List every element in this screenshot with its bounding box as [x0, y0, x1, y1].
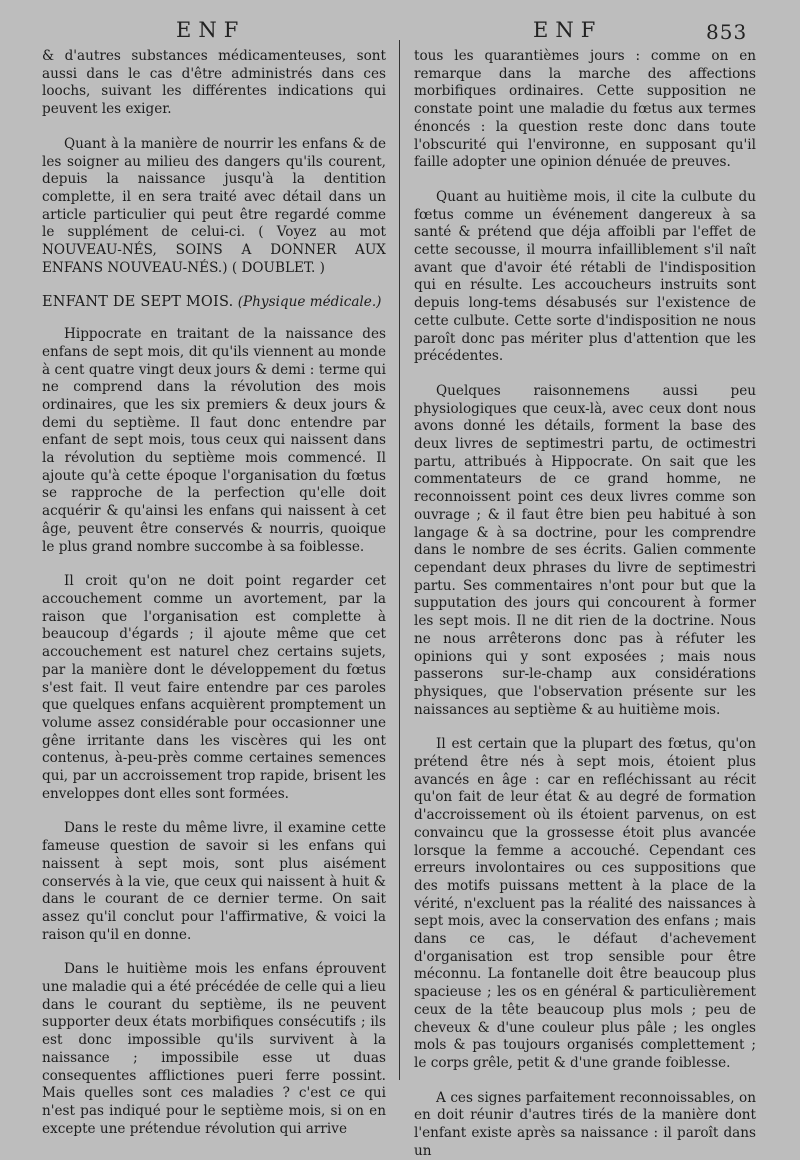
paragraph-accouchement: Il croit qu'on ne doit point regarder cet accouchement comme un avortement, par la raison que l'organisation est complette à beaucoup d'égards ; il ajoute même que cet accouchement est naturel chez certains sujets, par la manière dont le développement du fœtus s'est fait. Il veut faire entendre par ces paroles que quelques enfans acquièrent promptement un volume assez considérable pour occasionner une gêne irritante dans les viscères qui les ont contenus, à-peu-près comme certaines semences qui, par un accroissement trop rapide, brisent les enveloppes dont elles sont formées.: [42, 573, 386, 802]
paragraph-nourrir: Quant à la manière de nourrir les enfans & de les soigner au milieu des dangers qu'ils courent, depuis la naissance jusqu'à la dentition complette, il en sera traité avec détail dans un article particulier qui peut être regardé comme le supplément de celui-ci. ( Voyez au mot NOUVEAU-NÉS, SOINS A DONNER AUX ENFANS NOUVEAU-NÉS.) ( DOUBLET. ): [42, 135, 386, 276]
paragraph-hippocrate: Hippocrate en traitant de la naissance des enfans de sept mois, dit qu'ils viennent au monde à cent quatre vingt deux jours & demi : terme qui ne comprend dans la révolution des mois ordinaires, que les six premiers & deux jours & demi du septième. Il faut donc entendre par enfant de sept mois, tous ceux qui naissent dans la révolution du septième mois commencé. Il ajoute qu'à cette époque l'organisation du fœtus se rapproche de la perfection qu'elle doit acquérir & qu'ainsi les enfans qui naissent à cet âge, peuvent être conservés & nourris, quoique le plus grand nombre succombe à sa foiblesse.: [42, 326, 386, 555]
paragraph-question: Dans le reste du même livre, il examine cette fameuse question de savoir si les enfans qui naissent à sept mois, sont plus aisément conservés à la vie, que ceux qui naissent à huit & dans le courant de ce dernier terme. On sait assez qu'il conclut pour l'affirmative, & voici la raison qu'il en donne.: [42, 820, 386, 943]
paragraph-quarantiemes: tous les quarantièmes jours : comme on en remarque dans la marche des affections morbifiques ordinaires. Cette supposition ne constate point une maladie du fœtus aux termes énoncés : la question reste donc dans toute l'obscurité qui l'environne, en supposant qu'il faille adopter une opinion dénuée de preuves.: [414, 48, 756, 171]
right-column: [414, 48, 756, 1160]
article-heading: [42, 294, 386, 312]
article-title: ENFANT DE SEPT MOIS.: [42, 294, 234, 311]
paragraph-loochs: & d'autres substances médicamenteuses, sont aussi dans le cas d'être administrés dans ces loochs, suivant les différentes indications qui peuvent les exiger.: [42, 48, 386, 118]
paragraph-culbute: Quant au huitième mois, il cite la culbute du fœtus comme un événement dangereux à sa santé & prétend que déja affoibli par l'effet de cette secousse, il mourra infailliblement s'il naît avant que d'avoir été rétabli de l'indisposition qui en résulte. Les accoucheurs instruits sont depuis long-tems désabusés sur l'existence de cette culbute. Cette sorte d'indisposition ne nous paroît donc pas mériter plus d'attention que les précédentes.: [414, 188, 756, 365]
paragraph-certain: Il est certain que la plupart des fœtus, qu'on prétend être nés à sept mois, étoient plus avancés en âge : car en refléchissant au récit qu'on fait de leur état & au degré de formation d'accroissement où ils étoient parvenus, on est convaincu que la grossesse étoit plus avancée lorsque la femme a accouché. Cependant ces erreurs involontaires ou ces suppositions que des motifs puissans mettent à la place de la vérité, n'excluent pas la réalité des naissances à sept mois, avec la conservation des enfans ; mais dans ce cas, le défaut d'achevement d'organisation est trop sensible pour être méconnu. La fontanelle doit être beaucoup plus spacieuse ; les os en général & particulièrement ceux de la tête beaucoup plus mols ; peu de cheveux & d'une couleur plus pâle ; les ongles mols & pas toujours organisés complettement ; le corps grêle, petit & d'une grande foiblesse.: [414, 736, 756, 1071]
page-number: 853: [706, 20, 748, 44]
running-head-right: ENF: [533, 18, 603, 42]
column-divider: [399, 40, 400, 1080]
paragraph-raisonnemens: Quelques raisonnemens aussi peu physiologiques que ceux-là, avec ceux dont nous avons donné les détails, forment la base des deux livres de septimestri partu, de octimestri partu, attribués à Hippocrate. On sait que les commentateurs de ce grand homme, ne reconnoissent point ces deux livres comme son ouvrage ; & il faut être bien peu habitué à son langage & à sa doctrine, pour les comprendre dans le nombre de ses écrits. Galien commente cependant deux phrases du livre de septimestri partu. Ses commentaires n'ont pour but que la supputation des jours qui concourent à former les sept mois. Il ne dit rien de la doctrine. Nous ne nous arrêterons donc pas à réfuter les opinions qui y sont exposées ; mais nous passerons sur-le-champ aux considérations physiques, que l'observation présente sur les naissances au septième & au huitième mois.: [414, 382, 756, 718]
paragraph-signes: A ces signes parfaitement reconnoissables, on en doit réunir d'autres tirés de la manière dont l'enfant existe après sa naissance : il paroît dans un: [414, 1089, 756, 1159]
article-subtitle: (Physique médicale.): [237, 294, 382, 311]
running-head-left: ENF: [176, 18, 246, 42]
paragraph-huitieme-mois: Dans le huitième mois les enfans éprouvent une maladie qui a été précédée de celle qui a lieu dans le courant du septième, ils ne peuvent supporter deux états morbifiques consécutifs ; ils est donc impossible qu'ils survivent à la naissance ; impossibile esse ut duas consequentes afflictiones pueri ferre possint. Mais quelles sont ces maladies ? c'est ce qui n'est pas indiqué pour le septième mois, si on en excepte une prétendue révolution qui arrive: [42, 961, 386, 1137]
left-column: [42, 48, 386, 1138]
